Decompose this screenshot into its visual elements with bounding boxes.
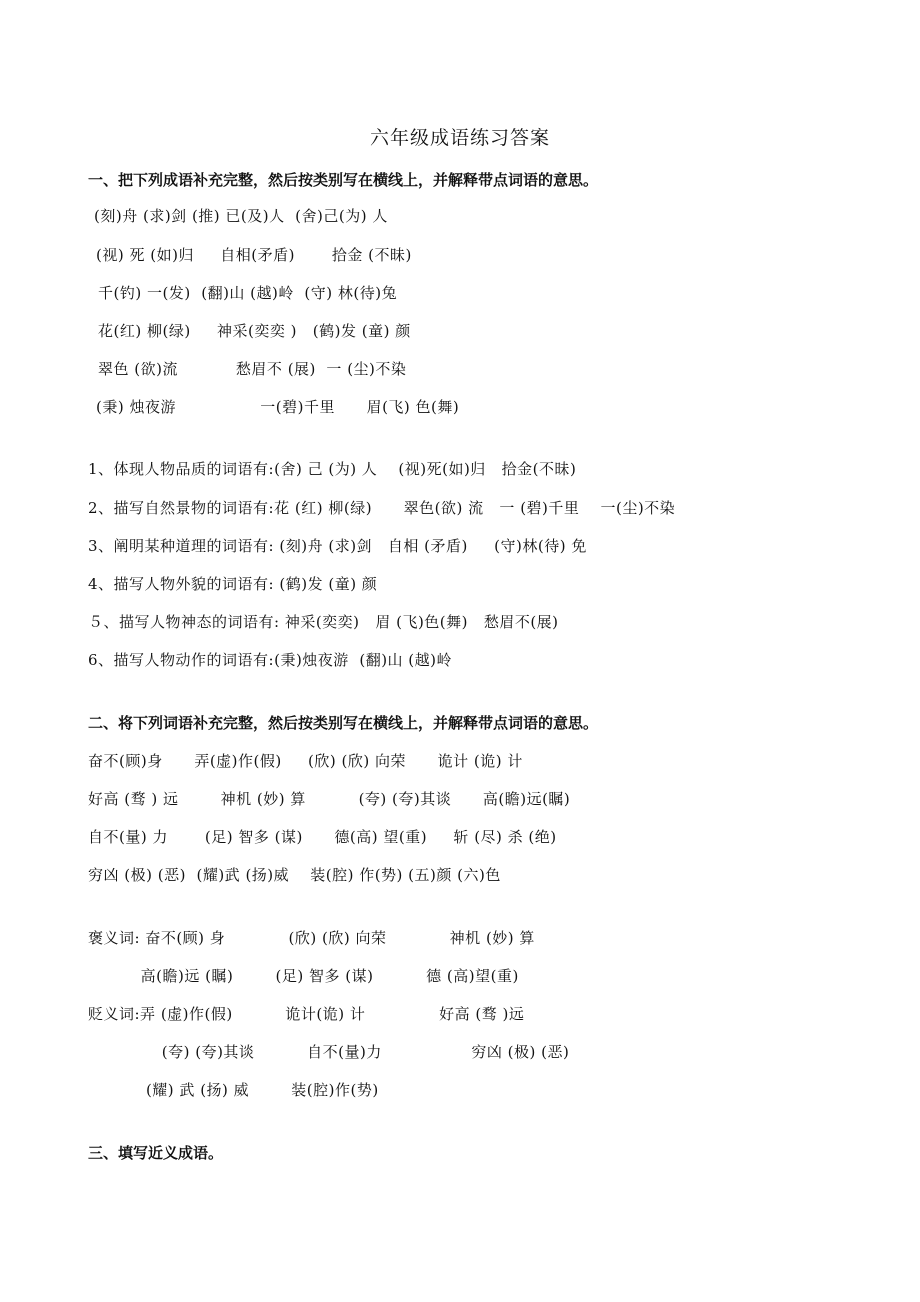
section-3-heading: 三、填写近义成语。 xyxy=(88,1144,224,1162)
derogatory-words-line: (夸) (夸)其谈 自不(量)力 穷凶 (极) (恶) xyxy=(88,1043,570,1061)
category-line: 1、体现人物品质的词语有:(舍) 己 (为) 人 (视)死(如)归 拾金(不昧) xyxy=(88,460,577,478)
category-line: ５、描写人物神态的词语有: 神采(奕奕) 眉 (飞)色(舞) 愁眉不(展) xyxy=(88,613,559,631)
category-line: 6、描写人物动作的词语有:(秉)烛夜游 (翻)山 (越)岭 xyxy=(88,651,453,669)
section-2-heading: 二、将下列词语补充完整，然后按类别写在横线上，并解释带点词语的意思。 xyxy=(88,714,599,732)
praise-words-line: 高(瞻)远 (瞩) (足) 智多 (谋) 德 (高)望(重) xyxy=(88,967,519,985)
idiom-row: 千(钓) 一(发) (翻)山 (越)岭 (守) 林(待)兔 xyxy=(98,284,398,302)
derogatory-words-line: (耀) 武 (扬) 威 装(腔)作(势) xyxy=(88,1081,379,1099)
section-1-heading: 一、把下列成语补充完整，然后按类别写在横线上，并解释带点词语的意思。 xyxy=(88,171,599,189)
idiom-row: (视) 死 (如)归 自相(矛盾) 拾金 (不昧) xyxy=(96,246,412,264)
idiom-row: 穷凶 (极) (恶) (耀)武 (扬)威 装(腔) 作(势) (五)颜 (六)色 xyxy=(88,866,501,884)
category-line: 3、阐明某种道理的词语有: (刻)舟 (求)剑 自相 (矛盾) (守)林(待) 免 xyxy=(88,537,587,555)
derogatory-words-line: 贬义词:弄 (虚)作(假) 诡计(诡) 计 好高 (骛 )远 xyxy=(88,1005,525,1023)
idiom-row: 好高 (骛 ) 远 神机 (妙) 算 (夸) (夸)其谈 高(瞻)远(瞩) xyxy=(88,790,571,808)
category-line: 4、描写人物外貌的词语有: (鹤)发 (童) 颜 xyxy=(88,575,378,593)
idiom-row: (刻)舟 (求)剑 (推) 已(及)人 (舍)己(为) 人 xyxy=(94,207,388,225)
category-line: 2、描写自然景物的词语有:花 (红) 柳(绿) 翠色(欲) 流 一 (碧)千里 一(尘)不染 xyxy=(88,499,676,517)
document-title: 六年级成语练习答案 xyxy=(369,127,550,149)
idiom-row: 奋不(顾)身 弄(虚)作(假) (欣) (欣) 向荣 诡计 (诡) 计 xyxy=(88,752,523,770)
idiom-row: 翠色 (欲)流 愁眉不 (展) 一 (尘)不染 xyxy=(98,360,407,378)
idiom-row: 自不(量) 力 (足) 智多 (谋) 德(高) 望(重) 斩 (尽) 杀 (绝) xyxy=(88,828,557,846)
idiom-row: 花(红) 柳(绿) 神采(奕奕 ) (鹤)发 (童) 颜 xyxy=(98,322,411,340)
idiom-row: (秉) 烛夜游 一(碧)千里 眉(飞) 色(舞) xyxy=(96,398,460,416)
praise-words-line: 褒义词: 奋不(顾) 身 (欣) (欣) 向荣 神机 (妙) 算 xyxy=(88,929,535,947)
